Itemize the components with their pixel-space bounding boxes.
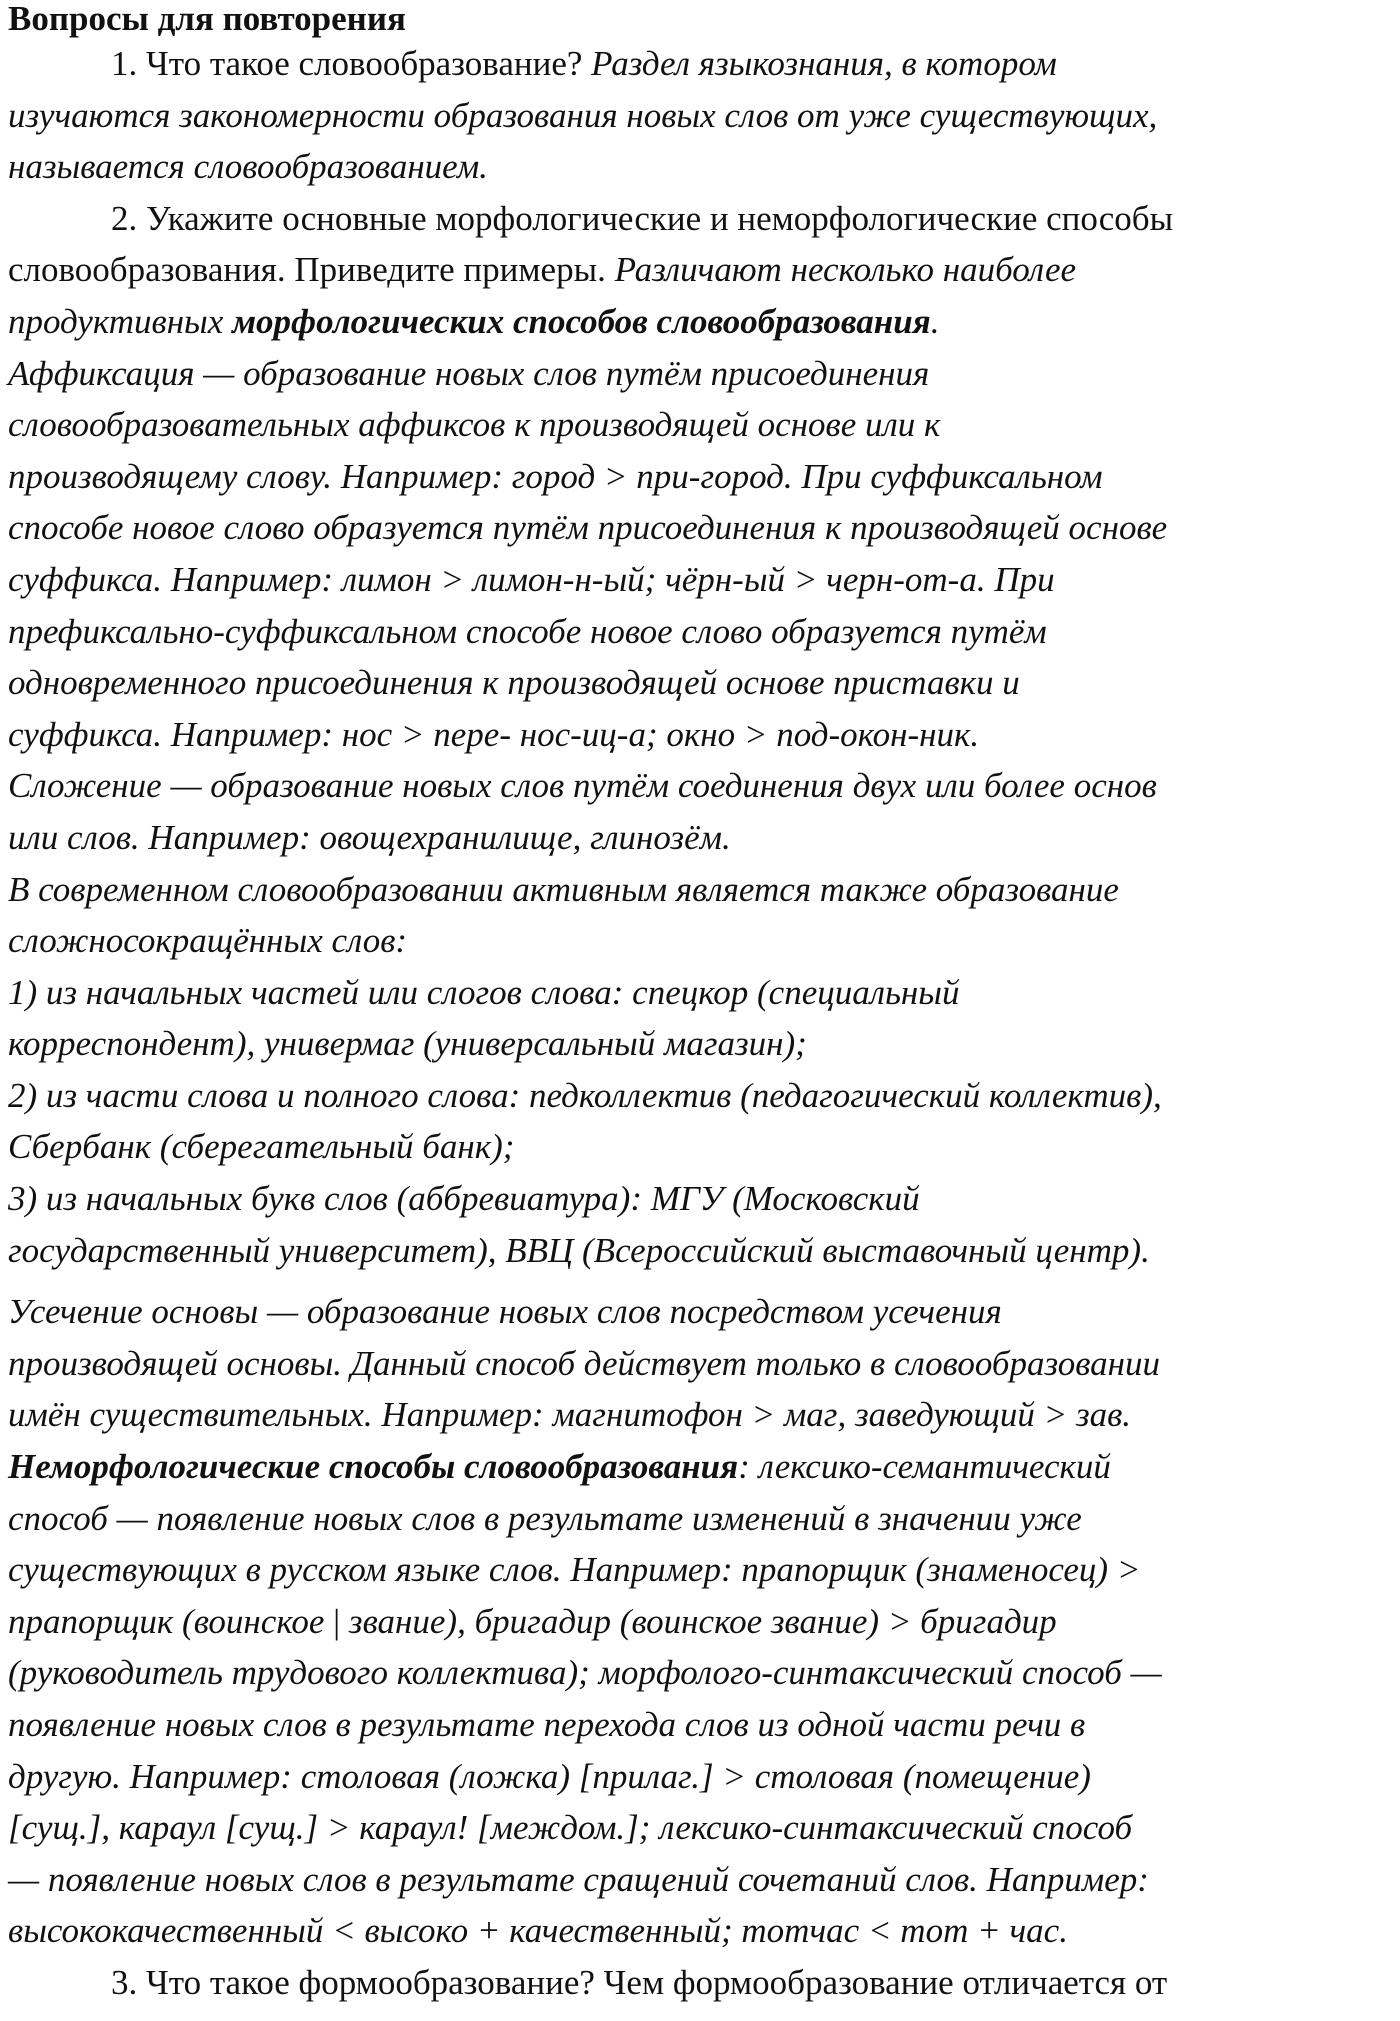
- text-line: [8, 451, 1390, 503]
- text-line: [8, 1389, 1390, 1441]
- text-segment: В современном словообразовании активным является также образование: [8, 869, 1119, 909]
- text-segment: |: [333, 1601, 341, 1641]
- text-line: [8, 1751, 1390, 1803]
- text-segment: государственный университет), ВВЦ (Всероссийский выставочный центр).: [8, 1230, 1150, 1270]
- text-segment: префиксально-суффиксальном способе новое слово образуется путём: [8, 611, 1047, 651]
- text-segment: появление новых слов в результате перехода слов из одной части речи в: [8, 1705, 1086, 1744]
- text-segment: : лексико-семантический: [738, 1447, 1111, 1487]
- document-page: [8, 0, 1390, 2009]
- text-segment: способе новое слово образуется путём присоединения к производящей основе: [8, 508, 1168, 548]
- text-line: [8, 1121, 1390, 1173]
- text-segment: изучаются закономерности образования новых слов от уже существующих,: [8, 95, 1158, 135]
- text-segment: — появление новых слов в результате сращений сочетаний слов. Например:: [8, 1859, 1149, 1899]
- text-line: [8, 193, 1390, 245]
- text-segment: Сбербанк (сберегательный банк);: [8, 1127, 515, 1167]
- text-segment: Аффиксация — образование новых слов путём присоединения: [8, 353, 930, 393]
- text-line: [8, 657, 1390, 709]
- text-segment: одновременного присоединения к производящей основе приставки и: [8, 663, 1020, 703]
- text-segment: высококачественный < высоко + качественный; тотчас < тот + час.: [8, 1911, 1068, 1951]
- text-segment: суффикса. Например: нос > пере- нос-иц-а; окно > под-окон-ник.: [8, 714, 980, 754]
- text-line: [8, 760, 1390, 812]
- text-segment: .: [930, 301, 940, 341]
- text-segment: Различают несколько наиболее: [614, 250, 1077, 290]
- text-segment: способ — появление новых слов в результате изменений в значении уже: [8, 1498, 1082, 1538]
- text-line: [8, 915, 1390, 967]
- text-line: [8, 864, 1390, 916]
- text-segment: называется словообразованием.: [8, 147, 488, 187]
- text-segment: имён существительных. Например: магнитофон > маг, заведующий > зав.: [8, 1395, 1132, 1435]
- text-line: [8, 1286, 1390, 1338]
- text-line: [8, 1338, 1390, 1390]
- text-line: [8, 1493, 1390, 1545]
- text-segment: 3) из начальных букв слов (аббревиатура): МГУ (Московский: [8, 1179, 920, 1219]
- text-line: [8, 1957, 1390, 2009]
- text-line: [8, 1173, 1390, 1225]
- text-line: [8, 812, 1390, 864]
- text-line: [8, 1070, 1390, 1122]
- text-segment: другую. Например: столовая (ложка) [прилаг.] > столовая (помещение): [8, 1756, 1091, 1796]
- text-segment: 2. Укажите основные морфологические и неморфологические способы: [111, 198, 1174, 238]
- text-segment: [сущ.], караул [сущ.] > караул! [междом.]; лексико-синтаксический способ: [8, 1808, 1133, 1848]
- text-line: [8, 1647, 1390, 1699]
- text-line: [8, 1225, 1390, 1277]
- text-line: [8, 38, 1390, 90]
- text-segment: существующих в русском языке слов. Например: прапорщик (знаменосец) >: [8, 1550, 1141, 1590]
- text-line: [8, 1699, 1390, 1751]
- text-line: [8, 399, 1390, 451]
- text-segment: Раздел языкознания, в котором: [591, 44, 1057, 83]
- text-segment: производящему слову. Например: город > при-город. При суффиксальном: [8, 456, 1103, 496]
- text-line: [8, 296, 1390, 348]
- section-heading: Вопросы для повторения: [8, 0, 406, 38]
- document-body: [8, 38, 1390, 2009]
- text-segment: суффикса. Например: лимон > лимон-н-ый; чёрн-ый > черн-от-а. При: [8, 559, 1055, 599]
- text-segment: корреспондент), универмаг (универсальный магазин);: [8, 1024, 807, 1064]
- text-segment: сложносокращённых слов:: [8, 921, 408, 961]
- text-segment: (руководитель трудового коллектива); морфолого-синтаксический способ —: [8, 1653, 1162, 1693]
- text-line: [8, 606, 1390, 658]
- text-line: [8, 141, 1390, 193]
- text-segment: или слов. Например: овощехранилище, глинозём.: [8, 817, 731, 857]
- text-line: [8, 1854, 1390, 1906]
- text-line: [8, 1905, 1390, 1957]
- text-line: [8, 554, 1390, 606]
- text-line: [8, 244, 1390, 296]
- text-line: [8, 502, 1390, 554]
- text-segment: Усечение основы — образование новых слов посредством усечения: [8, 1292, 1002, 1332]
- text-segment: производящей основы. Данный способ действует только в словообразовании: [8, 1343, 1161, 1383]
- text-segment: продуктивных: [8, 301, 233, 341]
- text-segment: словообразовательных аффиксов к производящей основе или к: [8, 405, 941, 445]
- text-line: [8, 709, 1390, 761]
- text-line: [8, 1441, 1390, 1493]
- text-segment: Неморфологические способы словообразования: [8, 1447, 739, 1487]
- text-segment: словообразования. Приведите примеры.: [8, 250, 615, 290]
- text-line: [8, 90, 1390, 142]
- text-line: [8, 1018, 1390, 1070]
- text-line: [8, 1596, 1390, 1648]
- text-segment: Сложение — образование новых слов путём соединения двух или более основ: [8, 766, 1157, 806]
- text-segment: 1) из начальных частей или слогов слова: спецкор (специальный: [8, 972, 960, 1012]
- text-segment: звание), бригадир (воинское звание) > бригадир: [340, 1601, 1057, 1641]
- text-segment: прапорщик (воинское: [8, 1601, 334, 1641]
- text-segment: морфологических способов словообразования: [232, 301, 931, 341]
- text-segment: 2) из части слова и полного слова: педколлектив (педагогический коллектив),: [8, 1075, 1162, 1115]
- text-line: [8, 967, 1390, 1019]
- text-line: [8, 1544, 1390, 1596]
- text-segment: 1. Что такое словообразование?: [111, 44, 592, 83]
- text-segment: 3. Что такое формообразование? Чем формообразование отличается от: [111, 1962, 1168, 2002]
- text-line: [8, 348, 1390, 400]
- text-line: [8, 1802, 1390, 1854]
